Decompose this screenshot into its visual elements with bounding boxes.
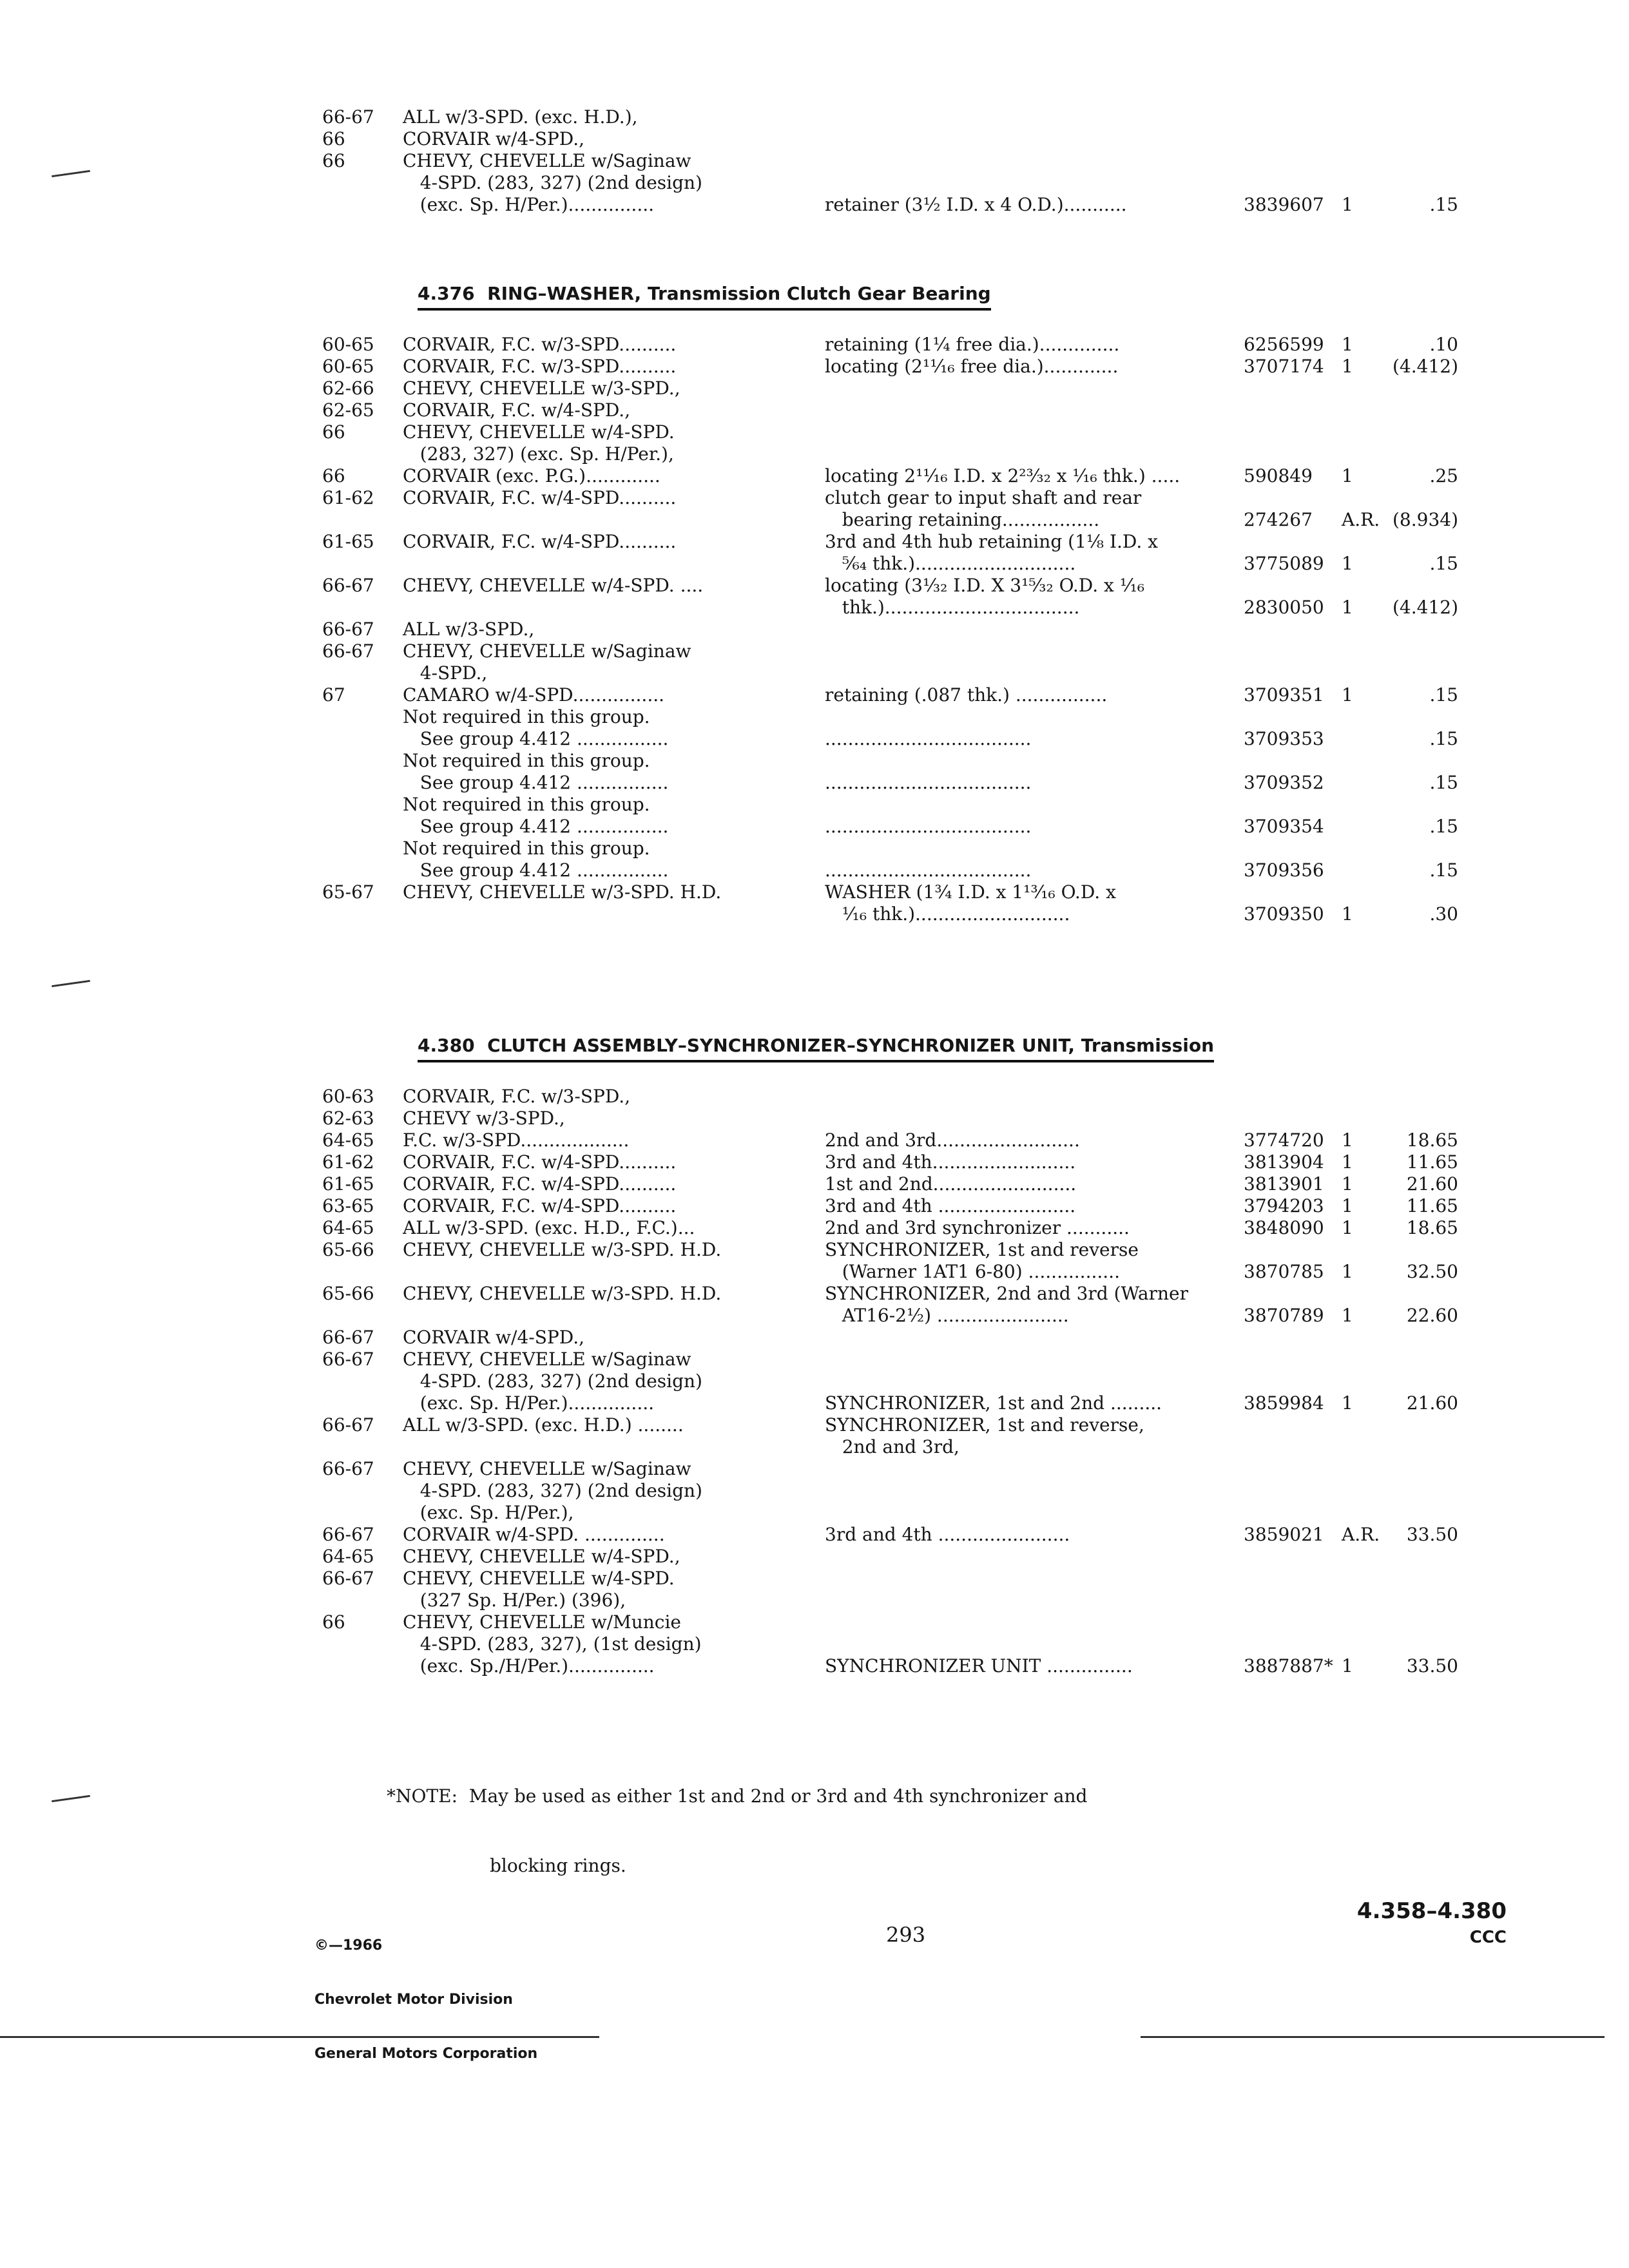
part-number-cell: 3709356 (1244, 860, 1324, 881)
corporation-text: General Motors Corporation (314, 2046, 538, 2062)
table-row (0, 684, 1629, 706)
table-row (0, 553, 1629, 575)
table-row (0, 1633, 1629, 1655)
table-row (0, 1151, 1629, 1173)
application-cell: ALL w/3-SPD. (exc. H.D.) ........ (403, 1414, 684, 1436)
price-cell: .15 (1429, 816, 1458, 837)
model-year-cell: 64-65 (322, 1129, 374, 1151)
part-number-cell: 3794203 (1244, 1195, 1324, 1216)
table-row (0, 816, 1629, 838)
application-cell: (283, 327) (exc. Sp. H/Per.), (403, 443, 674, 465)
table-row (0, 1327, 1629, 1349)
bottom-rule-left (0, 2036, 599, 2038)
part-number-cell: 3709354 (1244, 816, 1324, 837)
application-cell: CORVAIR (exc. P.G.)............. (403, 465, 660, 486)
model-year-cell: 62-63 (322, 1108, 374, 1129)
part-number-cell: 3709350 (1244, 903, 1324, 925)
section-heading-4380: 4.380 CLUTCH ASSEMBLY–SYNCHRONIZER–SYNCHRONIZER UNIT, Transmission (418, 1034, 1214, 1062)
model-year-cell: 66 (322, 465, 345, 486)
application-cell: Not required in this group. (403, 706, 650, 727)
application-cell: (327 Sp. H/Per.) (396), (403, 1590, 626, 1611)
application-cell: 4-SPD. (283, 327), (1st design) (403, 1633, 702, 1655)
table-row (0, 194, 1629, 216)
description-cell: .................................... (825, 816, 1032, 837)
application-cell: See group 4.412 ................ (403, 728, 669, 749)
table-row (0, 509, 1629, 531)
model-year-cell: 64-65 (322, 1217, 374, 1238)
table-row (0, 1283, 1629, 1305)
application-cell: CHEVY, CHEVELLE w/Saginaw (403, 150, 691, 171)
footer-copyright (314, 1901, 537, 2099)
application-cell: F.C. w/3-SPD................... (403, 1129, 630, 1151)
table-row (0, 172, 1629, 194)
description-cell: 2nd and 3rd......................... (825, 1129, 1080, 1151)
application-cell: Not required in this group. (403, 750, 650, 771)
table-row (0, 903, 1629, 925)
part-number-cell: 3859021 (1244, 1524, 1324, 1545)
price-cell: .15 (1429, 194, 1458, 215)
continued-parts-list (0, 106, 1629, 216)
quantity-cell: 1 (1342, 1173, 1353, 1195)
table-row (0, 1370, 1629, 1392)
application-cell: (exc. Sp./H/Per.)............... (403, 1655, 655, 1677)
description-cell: ⁵⁄₆₄ thk.)............................ (825, 553, 1076, 574)
quantity-cell: 1 (1342, 356, 1353, 377)
application-cell: CORVAIR, F.C. w/3-SPD.......... (403, 356, 677, 377)
description-cell: 2nd and 3rd, (825, 1436, 959, 1457)
description-cell: retainer (3½ I.D. x 4 O.D.)........... (825, 194, 1127, 215)
part-number-cell: 3859984 (1244, 1392, 1324, 1414)
footnote-line-2: blocking rings. (490, 1855, 626, 1876)
price-cell: 11.65 (1406, 1151, 1458, 1173)
table-row (0, 1392, 1629, 1414)
part-number-cell: 3775089 (1244, 553, 1324, 574)
quantity-cell: 1 (1342, 465, 1353, 486)
application-cell: (exc. Sp. H/Per.)............... (403, 1392, 655, 1414)
model-year-cell: 66 (322, 421, 345, 443)
model-year-cell: 66 (322, 1611, 345, 1633)
application-cell: CORVAIR, F.C. w/4-SPD.......... (403, 531, 677, 552)
table-row (0, 106, 1629, 128)
table-row (0, 1129, 1629, 1151)
price-cell: .15 (1429, 553, 1458, 574)
quantity-cell: 1 (1342, 1392, 1353, 1414)
application-cell: CHEVY, CHEVELLE w/4-SPD. (403, 421, 675, 443)
description-cell: SYNCHRONIZER, 1st and reverse, (825, 1414, 1144, 1436)
group-range: 4.358–4.380 (1356, 1898, 1507, 1924)
quantity-cell: 1 (1342, 553, 1353, 574)
table-row (0, 619, 1629, 640)
application-cell: ALL w/3-SPD., (403, 619, 535, 640)
table-row (0, 1239, 1629, 1261)
quantity-cell: 1 (1342, 334, 1353, 355)
quantity-cell: 1 (1342, 194, 1353, 215)
model-year-cell: 66-67 (322, 619, 374, 640)
description-cell: locating 2¹¹⁄₁₆ I.D. x 2²³⁄₃₂ x ¹⁄₁₆ thk.) ..... (825, 465, 1181, 486)
model-year-cell: 62-65 (322, 399, 374, 421)
table-row (0, 1590, 1629, 1611)
model-year-cell: 61-65 (322, 531, 374, 552)
table-row (0, 1173, 1629, 1195)
model-year-cell: 66-67 (322, 1524, 374, 1545)
page-number: 293 (886, 1923, 926, 1947)
table-row (0, 1086, 1629, 1108)
application-cell: CHEVY, CHEVELLE w/Muncie (403, 1611, 681, 1633)
table-row (0, 1655, 1629, 1677)
description-cell: 3rd and 4th ........................ (825, 1195, 1076, 1216)
description-cell: 2nd and 3rd synchronizer ........... (825, 1217, 1130, 1238)
model-year-cell: 61-62 (322, 1151, 374, 1173)
application-cell: CAMARO w/4-SPD................ (403, 684, 665, 706)
price-cell: .15 (1429, 772, 1458, 793)
quantity-cell: 1 (1342, 1655, 1353, 1677)
description-cell: .................................... (825, 772, 1032, 793)
part-number-cell: 3774720 (1244, 1129, 1324, 1151)
model-year-cell: 65-66 (322, 1283, 374, 1304)
part-number-cell: 3709351 (1244, 684, 1324, 706)
table-row (0, 1458, 1629, 1480)
part-number-cell: 274267 (1244, 509, 1313, 530)
table-row (0, 334, 1629, 356)
application-cell: CORVAIR, F.C. w/4-SPD.......... (403, 487, 677, 508)
bottom-rule-right (1141, 2036, 1605, 2038)
quantity-cell: 1 (1342, 903, 1353, 925)
model-year-cell: 60-65 (322, 356, 374, 377)
application-cell: CHEVY, CHEVELLE w/3-SPD. H.D. (403, 1283, 722, 1304)
price-cell: 21.60 (1406, 1392, 1458, 1414)
table-row (0, 1546, 1629, 1568)
table-row (0, 575, 1629, 597)
application-cell: CHEVY w/3-SPD., (403, 1108, 565, 1129)
price-cell: 18.65 (1406, 1129, 1458, 1151)
application-cell: CHEVY, CHEVELLE w/3-SPD., (403, 378, 680, 399)
price-cell: 33.50 (1406, 1524, 1458, 1545)
part-number-cell: 3709353 (1244, 728, 1324, 749)
description-cell: thk.).................................. (825, 597, 1080, 618)
price-cell: (8.934) (1392, 509, 1458, 530)
table-row (0, 356, 1629, 378)
application-cell: CHEVY, CHEVELLE w/Saginaw (403, 1349, 691, 1370)
description-cell: .................................... (825, 860, 1032, 881)
section-heading-4376: 4.376 RING–WASHER, Transmission Clutch Gear Bearing (418, 282, 991, 311)
application-cell: See group 4.412 ................ (403, 860, 669, 881)
table-row (0, 728, 1629, 750)
table-row (0, 1108, 1629, 1129)
description-cell: clutch gear to input shaft and rear (825, 487, 1142, 508)
model-year-cell: 63-65 (322, 1195, 374, 1216)
table-row (0, 1568, 1629, 1590)
application-cell: CORVAIR w/4-SPD., (403, 128, 584, 149)
part-number-cell: 3707174 (1244, 356, 1324, 377)
model-year-cell: 66-67 (322, 1414, 374, 1436)
part-number-cell: 3839607 (1244, 194, 1324, 215)
table-row (0, 465, 1629, 487)
price-cell: .30 (1429, 903, 1458, 925)
table-row (0, 597, 1629, 619)
part-number-cell: 3887887* (1244, 1655, 1333, 1677)
margin-mark-2 (52, 980, 90, 987)
description-cell: SYNCHRONIZER, 2nd and 3rd (Warner (825, 1283, 1188, 1304)
description-cell: 1st and 2nd......................... (825, 1173, 1077, 1195)
application-cell: Not required in this group. (403, 794, 650, 815)
application-cell: ALL w/3-SPD. (exc. H.D.), (403, 106, 638, 128)
application-cell: 4-SPD. (283, 327) (2nd design) (403, 172, 702, 193)
table-row (0, 838, 1629, 860)
table-row (0, 640, 1629, 662)
application-cell: CORVAIR, F.C. w/4-SPD.......... (403, 1173, 677, 1195)
description-cell: SYNCHRONIZER, 1st and reverse (825, 1239, 1139, 1260)
table-row (0, 1502, 1629, 1524)
application-cell: CHEVY, CHEVELLE w/Saginaw (403, 640, 691, 662)
price-cell: .15 (1429, 860, 1458, 881)
price-cell: 32.50 (1406, 1261, 1458, 1282)
quantity-cell: 1 (1342, 1195, 1353, 1216)
table-row (0, 706, 1629, 728)
part-number-cell: 3848090 (1244, 1217, 1324, 1238)
table-row (0, 443, 1629, 465)
part-number-cell: 3709352 (1244, 772, 1324, 793)
table-row (0, 128, 1629, 150)
price-cell: (4.412) (1392, 597, 1458, 618)
quantity-cell: 1 (1342, 597, 1353, 618)
footnote-line-1: *NOTE: May be used as either 1st and 2nd or 3rd and 4th synchronizer and (387, 1785, 1088, 1807)
application-cell: (exc. Sp. H/Per.), (403, 1502, 574, 1523)
price-cell: 33.50 (1406, 1655, 1458, 1677)
part-number-cell: 3813904 (1244, 1151, 1324, 1173)
quantity-cell: A.R. (1342, 509, 1380, 530)
description-cell: WASHER (1¾ I.D. x 1¹³⁄₁₆ O.D. x (825, 881, 1116, 903)
price-cell: .25 (1429, 465, 1458, 486)
quantity-cell: 1 (1342, 1217, 1353, 1238)
model-year-cell: 66-67 (322, 1568, 374, 1589)
quantity-cell: 1 (1342, 1261, 1353, 1282)
model-year-cell: 61-62 (322, 487, 374, 508)
table-row (0, 399, 1629, 421)
parts-list-4380 (0, 1086, 1629, 1677)
model-year-cell: 66-67 (322, 106, 374, 128)
part-number-cell: 3813901 (1244, 1173, 1324, 1195)
table-row (0, 1195, 1629, 1217)
application-cell: CHEVY, CHEVELLE w/4-SPD. (403, 1568, 675, 1589)
description-cell: retaining (.087 thk.) ................ (825, 684, 1108, 706)
description-cell: 3rd and 4th ....................... (825, 1524, 1070, 1545)
application-cell: CORVAIR, F.C. w/4-SPD.......... (403, 1195, 677, 1216)
table-row (0, 750, 1629, 772)
description-cell: .................................... (825, 728, 1032, 749)
part-number-cell: 3870789 (1244, 1305, 1324, 1326)
price-cell: .15 (1429, 728, 1458, 749)
description-cell: AT16-2½) ....................... (825, 1305, 1069, 1326)
application-cell: See group 4.412 ................ (403, 816, 669, 837)
price-cell: 21.60 (1406, 1173, 1458, 1195)
description-cell: ¹⁄₁₆ thk.)........................... (825, 903, 1070, 925)
application-cell: CHEVY, CHEVELLE w/3-SPD. H.D. (403, 1239, 722, 1260)
part-number-cell: 3870785 (1244, 1261, 1324, 1282)
application-cell: 4-SPD., (403, 662, 488, 684)
quantity-cell: 1 (1342, 684, 1353, 706)
application-cell: CHEVY, CHEVELLE w/Saginaw (403, 1458, 691, 1479)
application-cell: CORVAIR w/4-SPD., (403, 1327, 584, 1348)
part-number-cell: 2830050 (1244, 597, 1324, 618)
table-row (0, 1480, 1629, 1502)
table-row (0, 487, 1629, 509)
price-cell: (4.412) (1392, 356, 1458, 377)
table-row (0, 1611, 1629, 1633)
price-cell: .15 (1429, 684, 1458, 706)
table-row (0, 1305, 1629, 1327)
model-year-cell: 67 (322, 684, 345, 706)
quantity-cell: 1 (1342, 1151, 1353, 1173)
table-row (0, 662, 1629, 684)
model-year-cell: 61-65 (322, 1173, 374, 1195)
part-number-cell: 590849 (1244, 465, 1313, 486)
table-row (0, 794, 1629, 816)
description-cell: 3rd and 4th......................... (825, 1151, 1076, 1173)
model-year-cell: 66-67 (322, 1327, 374, 1348)
application-cell: CORVAIR, F.C. w/4-SPD.......... (403, 1151, 677, 1173)
table-row (0, 1349, 1629, 1370)
application-cell: CHEVY, CHEVELLE w/4-SPD., (403, 1546, 680, 1567)
model-year-cell: 66-67 (322, 640, 374, 662)
description-cell: SYNCHRONIZER, 1st and 2nd ......... (825, 1392, 1162, 1414)
table-row (0, 1261, 1629, 1283)
price-cell: 11.65 (1406, 1195, 1458, 1216)
division-text: Chevrolet Motor Division (314, 1992, 513, 2008)
description-cell: locating (2¹¹⁄₁₆ free dia.)............. (825, 356, 1119, 377)
price-cell: 18.65 (1406, 1217, 1458, 1238)
quantity-cell: 1 (1342, 1129, 1353, 1151)
parts-list-4376 (0, 334, 1629, 925)
footnote (387, 1738, 1087, 1924)
description-cell: 3rd and 4th hub retaining (1⅛ I.D. x (825, 531, 1158, 552)
table-row (0, 1436, 1629, 1458)
description-cell: locating (3⅓₂ I.D. X 3¹⁵⁄₃₂ O.D. x ¹⁄₁₆ (825, 575, 1145, 596)
quantity-cell: 1 (1342, 1305, 1353, 1326)
price-cell: 22.60 (1406, 1305, 1458, 1326)
application-cell: CHEVY, CHEVELLE w/3-SPD. H.D. (403, 881, 722, 903)
model-year-cell: 66-67 (322, 575, 374, 596)
catalog-code: CCC (1469, 1928, 1507, 1947)
description-cell: retaining (1¼ free dia.).............. (825, 334, 1120, 355)
margin-mark-3 (52, 1795, 90, 1802)
table-row (0, 881, 1629, 903)
application-cell: (exc. Sp. H/Per.)............... (403, 194, 655, 215)
table-row (0, 531, 1629, 553)
description-cell: bearing retaining................. (825, 509, 1100, 530)
table-row (0, 1217, 1629, 1239)
model-year-cell: 65-67 (322, 881, 374, 903)
application-cell: CHEVY, CHEVELLE w/4-SPD. .... (403, 575, 704, 596)
quantity-cell: A.R. (1342, 1524, 1380, 1545)
description-cell: (Warner 1AT1 6-80) ................ (825, 1261, 1120, 1282)
model-year-cell: 66 (322, 150, 345, 171)
table-row (0, 378, 1629, 399)
model-year-cell: 66-67 (322, 1349, 374, 1370)
table-row (0, 1414, 1629, 1436)
table-row (0, 772, 1629, 794)
application-cell: 4-SPD. (283, 327) (2nd design) (403, 1480, 702, 1501)
application-cell: 4-SPD. (283, 327) (2nd design) (403, 1370, 702, 1392)
table-row (0, 150, 1629, 172)
model-year-cell: 64-65 (322, 1546, 374, 1567)
model-year-cell: 60-63 (322, 1086, 374, 1107)
model-year-cell: 62-66 (322, 378, 374, 399)
application-cell: ALL w/3-SPD. (exc. H.D., F.C.)... (403, 1217, 695, 1238)
application-cell: CORVAIR, F.C. w/3-SPD.......... (403, 334, 677, 355)
application-cell: See group 4.412 ................ (403, 772, 669, 793)
model-year-cell: 66-67 (322, 1458, 374, 1479)
application-cell: CORVAIR, F.C. w/3-SPD., (403, 1086, 631, 1107)
application-cell: Not required in this group. (403, 838, 650, 859)
price-cell: .10 (1429, 334, 1458, 355)
part-number-cell: 6256599 (1244, 334, 1324, 355)
application-cell: CORVAIR, F.C. w/4-SPD., (403, 399, 631, 421)
copyright-text: ©—1966 (314, 1937, 383, 1954)
model-year-cell: 60-65 (322, 334, 374, 355)
description-cell: SYNCHRONIZER UNIT ............... (825, 1655, 1133, 1677)
model-year-cell: 65-66 (322, 1239, 374, 1260)
table-row (0, 860, 1629, 881)
model-year-cell: 66 (322, 128, 345, 149)
table-row (0, 1524, 1629, 1546)
table-row (0, 421, 1629, 443)
application-cell: CORVAIR w/4-SPD. .............. (403, 1524, 665, 1545)
